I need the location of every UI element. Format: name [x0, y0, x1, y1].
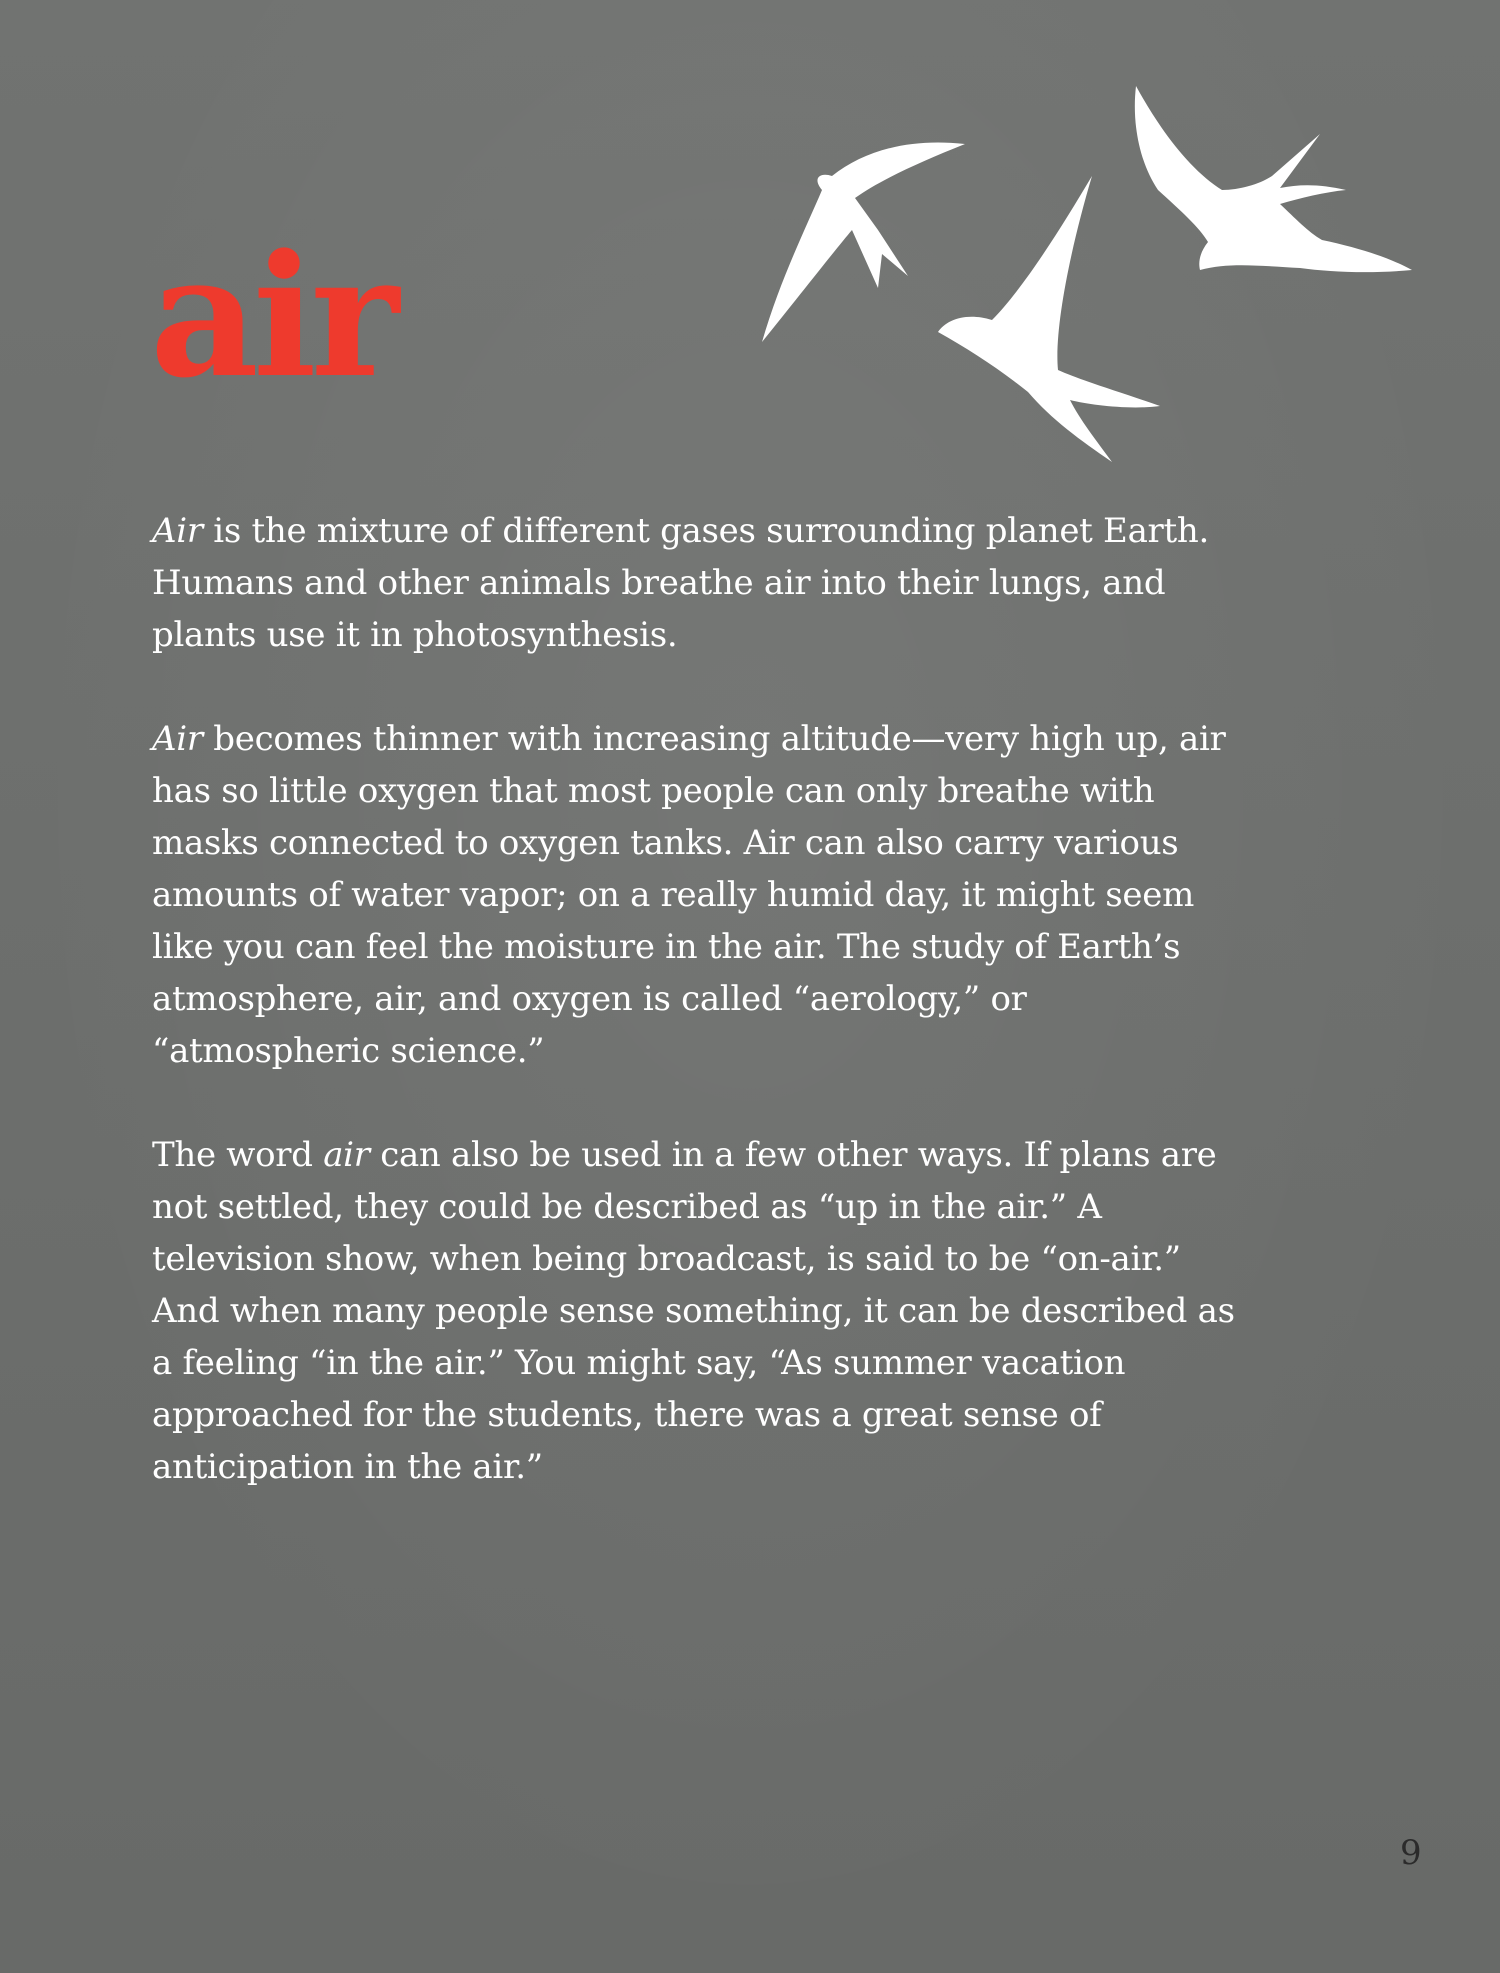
birds-illustration [760, 80, 1420, 480]
paragraph-definition [152, 505, 1242, 661]
bird-silhouette-icon [1135, 86, 1412, 272]
paragraph-text-before: The word [152, 1135, 324, 1175]
paragraph-text: becomes thinner with increasing altitude—very high up, air has so little oxygen that most people can only breathe with masks connected to oxygen tanks. Air can also carry various amounts of water vapor; on a really humid day, it might seem like you can feel the moisture in the air. The study of Earth’s atmosphere, air, and oxygen is called “aerology,” or “atmospheric science.” [152, 719, 1226, 1071]
headword-title: air [150, 217, 394, 415]
paragraph-altitude [152, 713, 1242, 1077]
page-number: 9 [1400, 1833, 1422, 1873]
bird-silhouette-icon [938, 176, 1160, 462]
paragraph-lead-word: Air [152, 511, 203, 551]
paragraph-emphasis-word: air [323, 1135, 370, 1175]
paragraph-text: is the mixture of different gases surrounding planet Earth. Humans and other animals breathe air into their lungs, and plants use it in photosynthesis. [152, 511, 1209, 655]
definition-body [152, 505, 1242, 1545]
paragraph-text-after: can also be used in a few other ways. If plans are not settled, they could be described as “up in the air.” A television show, when being broadcast, is said to be “on-air.” And when many people sense something, it can be described as a feeling “in the air.” You might say, “As summer vacation approached for the students, there was a great sense of anticipation in the air.” [152, 1135, 1235, 1487]
paragraph-lead-word: Air [152, 719, 203, 759]
bird-silhouette-icon [762, 142, 965, 342]
paragraph-other-uses [152, 1129, 1242, 1493]
